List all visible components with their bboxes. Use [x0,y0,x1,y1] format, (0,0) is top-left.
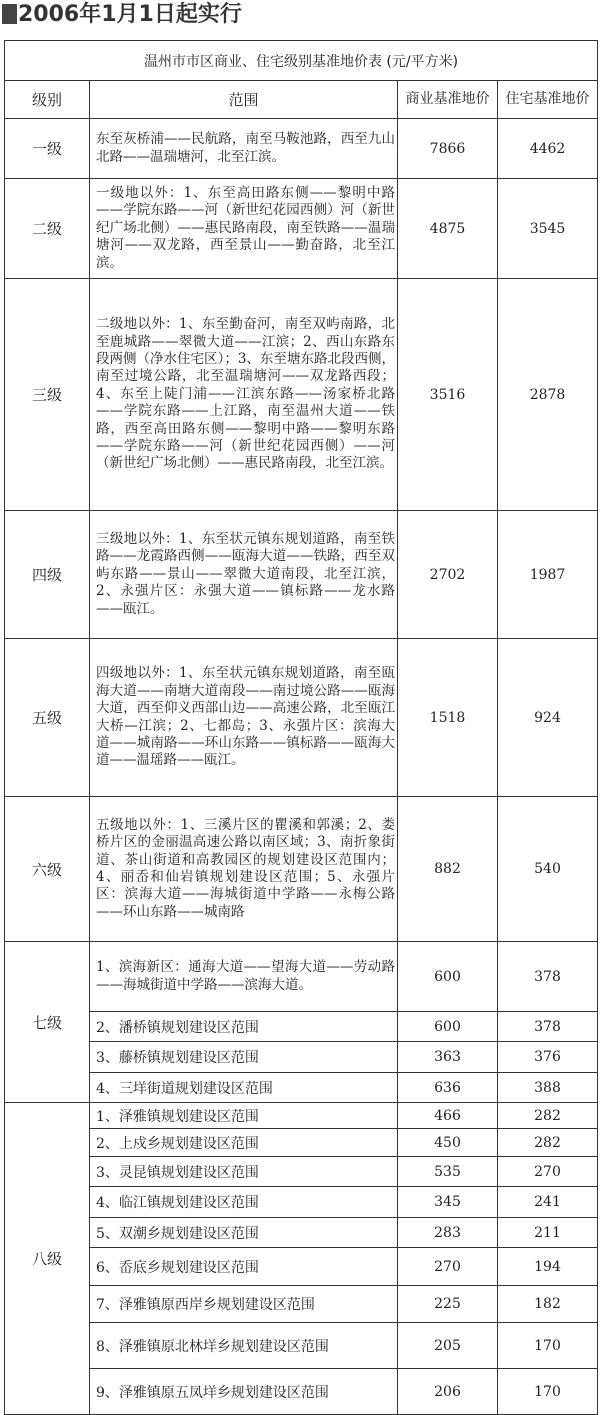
level-cell: 八级 [5,1103,90,1415]
level-cell: 一级 [5,119,90,179]
table-row [5,1248,598,1286]
table-row [5,1286,598,1323]
header-residential: 住宅基准地价 [498,81,598,119]
table-row [5,1129,598,1157]
level-cell: 二级 [5,179,90,279]
table-row [5,1157,598,1187]
level-cell: 五级 [5,639,90,797]
table-row [5,942,598,1012]
table-row [5,797,598,942]
table-row [5,511,598,639]
level-cell: 六级 [5,797,90,942]
residential-price-cell: 3545 [498,179,598,279]
range-cell: 4、三垟街道规划建设区范围 [90,1073,398,1103]
residential-price-cell: 282 [498,1129,598,1157]
header-range: 范围 [90,81,398,119]
residential-price-cell: 182 [498,1286,598,1323]
residential-price-cell: 170 [498,1369,598,1415]
residential-price-cell: 211 [498,1218,598,1248]
table-row [5,1218,598,1248]
land-price-table [4,40,598,1415]
residential-price-cell: 2878 [498,279,598,511]
header-commercial: 商业基准地价 [398,81,498,119]
page-headline [2,0,598,36]
range-cell: 2、上戍乡规划建设区范围 [90,1129,398,1157]
commercial-price-cell: 7866 [398,119,498,179]
commercial-price-cell: 636 [398,1073,498,1103]
table-header-row [5,81,598,119]
commercial-price-cell: 2702 [398,511,498,639]
range-cell: 4、临江镇规划建设区范围 [90,1187,398,1218]
table-row [5,119,598,179]
square-bullet-icon [2,4,17,24]
range-cell: 3、灵昆镇规划建设区范围 [90,1157,398,1187]
range-cell: 3、藤桥镇规划建设区范围 [90,1042,398,1073]
commercial-price-cell: 4875 [398,179,498,279]
commercial-price-cell: 225 [398,1286,498,1323]
residential-price-cell: 170 [498,1323,598,1369]
commercial-price-cell: 450 [398,1129,498,1157]
range-cell: 东至灰桥浦——民航路，南至马鞍池路，西至九山北路——温瑞塘河，北至江滨。 [90,119,398,179]
commercial-price-cell: 345 [398,1187,498,1218]
residential-price-cell: 1987 [498,511,598,639]
table-row [5,1187,598,1218]
level-cell: 七级 [5,942,90,1103]
table-caption: 温州市市区商业、住宅级别基准地价表 (元/平方米) [5,41,598,81]
commercial-price-cell: 882 [398,797,498,942]
header-level: 级别 [5,81,90,119]
range-cell: 7、泽雅镇原西岸乡规划建设区范围 [90,1286,398,1323]
residential-price-cell: 376 [498,1042,598,1073]
range-cell: 9、泽雅镇原五凤垟乡规划建设区范围 [90,1369,398,1415]
commercial-price-cell: 283 [398,1218,498,1248]
range-cell: 1、滨海新区：通海大道——望海大道——劳动路——海城街道中学路——滨海大道。 [90,942,398,1012]
range-cell: 8、泽雅镇原北林垟乡规划建设区范围 [90,1323,398,1369]
commercial-price-cell: 3516 [398,279,498,511]
residential-price-cell: 388 [498,1073,598,1103]
residential-price-cell: 270 [498,1157,598,1187]
range-cell: 1、泽雅镇规划建设区范围 [90,1103,398,1129]
commercial-price-cell: 600 [398,942,498,1012]
range-cell: 2、潘桥镇规划建设区范围 [90,1012,398,1042]
level-cell: 三级 [5,279,90,511]
residential-price-cell: 924 [498,639,598,797]
table-row [5,1103,598,1129]
table-row [5,639,598,797]
commercial-price-cell: 535 [398,1157,498,1187]
level-cell: 四级 [5,511,90,639]
commercial-price-cell: 600 [398,1012,498,1042]
range-cell: 四级地以外：1、东至状元镇东规划道路，南至瓯海大道——南塘大道南段——南过境公路——瓯海大道，西至仰义西部山边——高速公路，北至瓯江大桥—江滨；2、七都岛；3、永强片区：滨海大道——城南路——环山东路——镇标路——瓯海大道——温瑶路——瓯江。 [90,639,398,797]
range-cell: 三级地以外：1、东至状元镇东规划道路，南至铁路——龙霞路西侧——瓯海大道——铁路，西至双屿东路——景山——翠微大道南段，北至江滨，2、永强片区：永强大道——镇标路——龙水路——瓯江。 [90,511,398,639]
residential-price-cell: 194 [498,1248,598,1286]
table-caption-row [5,41,598,81]
commercial-price-cell: 363 [398,1042,498,1073]
commercial-price-cell: 205 [398,1323,498,1369]
table-row [5,1073,598,1103]
table-row [5,179,598,279]
residential-price-cell: 540 [498,797,598,942]
commercial-price-cell: 206 [398,1369,498,1415]
table-row [5,1323,598,1369]
table-row [5,1012,598,1042]
range-cell: 5、双潮乡规划建设区范围 [90,1218,398,1248]
commercial-price-cell: 270 [398,1248,498,1286]
table-row [5,279,598,511]
residential-price-cell: 378 [498,1012,598,1042]
table-row [5,1042,598,1073]
residential-price-cell: 241 [498,1187,598,1218]
table-row [5,1369,598,1415]
residential-price-cell: 282 [498,1103,598,1129]
commercial-price-cell: 466 [398,1103,498,1129]
range-cell: 一级地以外：1、东至高田路东侧——黎明中路——学院东路——河（新世纪花园西侧）河（新世纪广场北侧）——惠民路南段，南至铁路——温瑞塘河——双龙路，西至景山——勤奋路，北至江滨。 [90,179,398,279]
range-cell: 6、岙底乡规划建设区范围 [90,1248,398,1286]
land-price-table-container [4,40,597,1406]
residential-price-cell: 4462 [498,119,598,179]
range-cell: 五级地以外：1、三溪片区的瞿溪和郭溪；2、娄桥片区的金丽温高速公路以南区域；3、南折象街道、茶山街道和高教园区的规划建设区范围内；4、丽岙和仙岩镇规划建设区范围；5、永强片区：滨海大道——海城街道中学路——永梅公路——环山东路——城南路 [90,797,398,942]
commercial-price-cell: 1518 [398,639,498,797]
headline-text: 2006年1月1日起实行 [18,2,242,27]
range-cell: 二级地以外：1、东至勤奋河，南至双屿南路，北至鹿城路——翠微大道——江滨；2、西山东路东段两侧（净水住宅区）；3、东至塘东路北段西侧，南至过境公路，北至温瑞塘河——双龙路西段；4、东至上陡门浦——江滨东路——汤家桥北路——学院东路——上江路，南至温州大道——铁路，西至高田路东侧——黎明中路——黎明东路——学院东路——河（新世纪花园西侧）——河（新世纪广场北侧）——惠民路南段，北至江滨。 [90,279,398,511]
residential-price-cell: 378 [498,942,598,1012]
